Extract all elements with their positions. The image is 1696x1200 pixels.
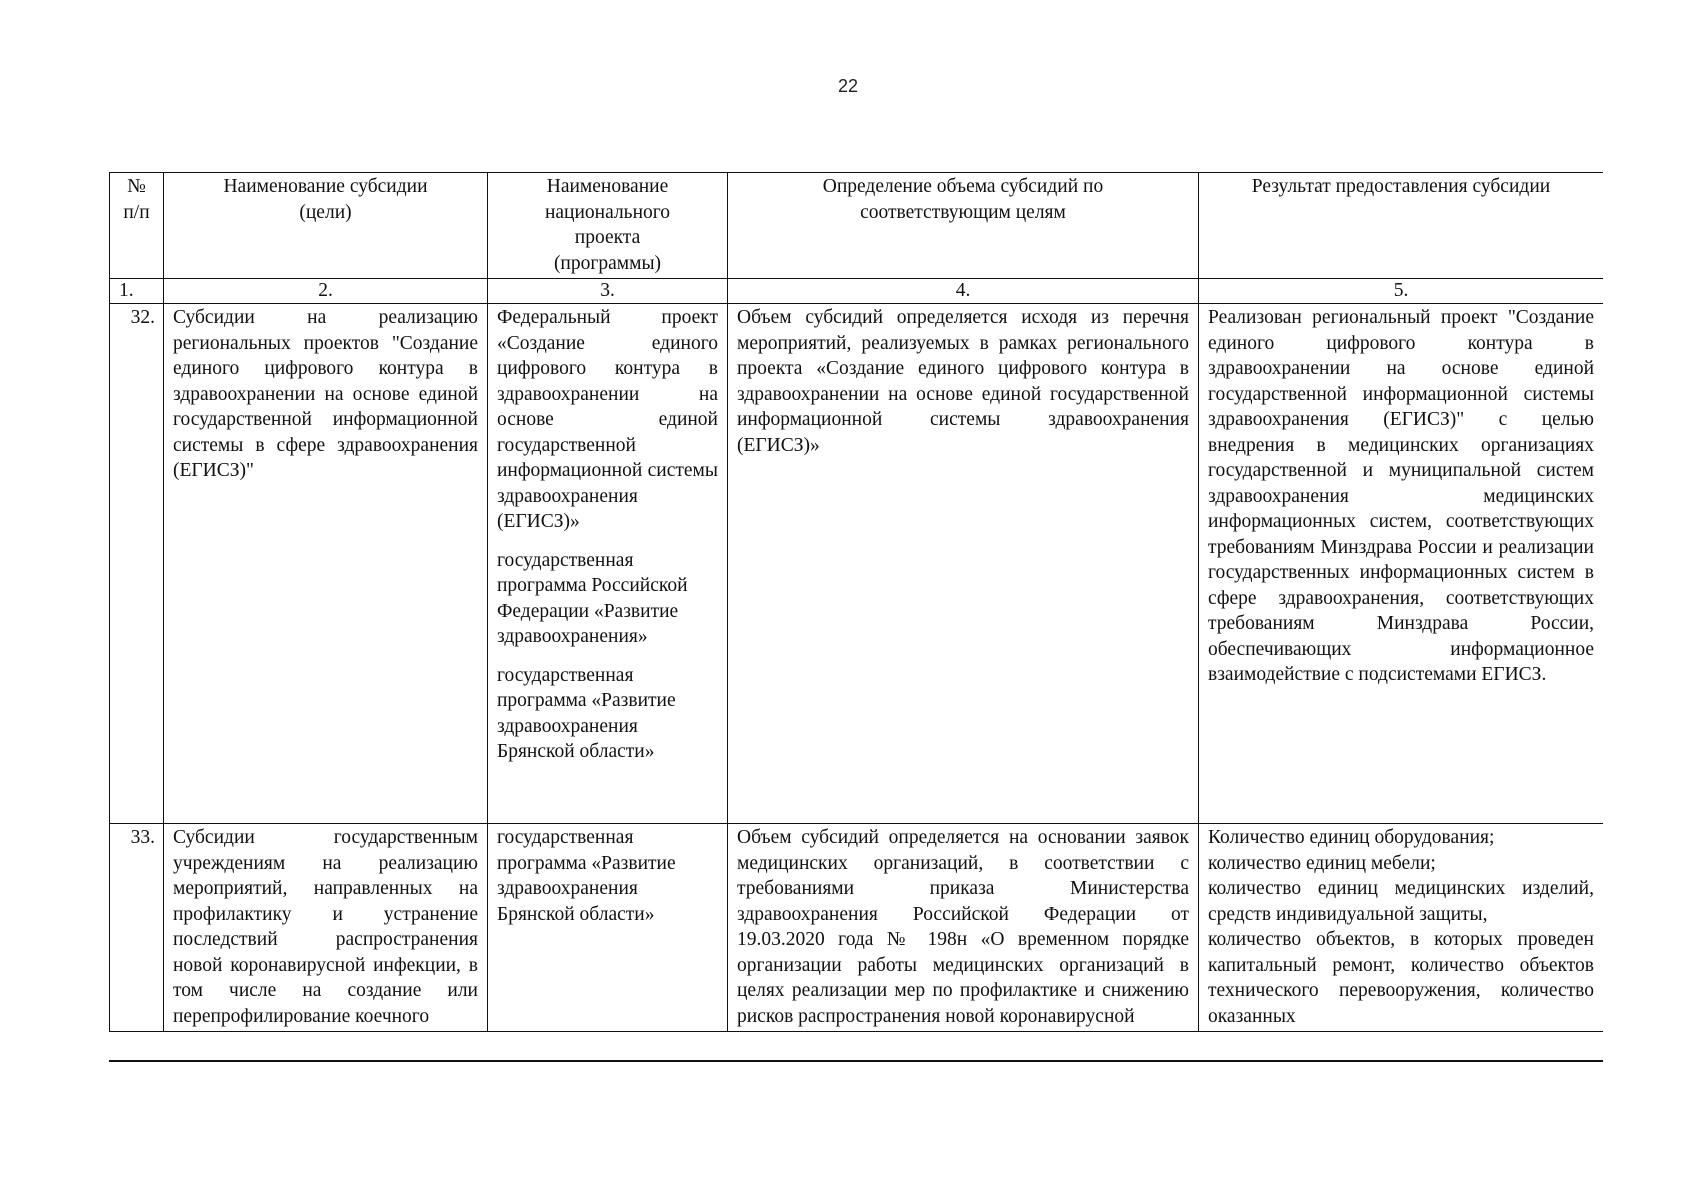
result-cell: Реализован региональный проект "Создание единого цифрового контура в здравоохранении на основе единой государственной информационной системы здравоохранения (ЕГИСЗ)" с целью внедрения в медицинских организациях государственной и муниципальной систем здравоохранения медицинских информационных систем, соответствующих требованиям Минздрава России и реализации государственных информационных систем в сфере здравоохранения, соответствующих требованиям Минздрава России, обеспечивающих информационное взаимодействие с подсистемами ЕГИСЗ. (1199, 304, 1604, 824)
row-number: 33. (110, 824, 164, 1032)
subsidy-table-container (109, 172, 1603, 1062)
subsidy-table (109, 172, 1603, 1032)
volume-definition-cell: Объем субсидий определяется исходя из перечня мероприятий, реализуемых в рамках регионального проекта «Создание единого цифрового контура в здравоохранении на основе единой государственной информационной системы здравоохранения (ЕГИСЗ)» (728, 304, 1199, 824)
column-number-5: 5. (1199, 279, 1604, 304)
project-name-paragraph: государственная программа «Развитие здравоохранения Брянской области» (497, 664, 676, 762)
project-name-paragraph: Федеральный проект «Создание единого цифрового контура в здравоохранении на основе единой государственной информационной системы здравоохранения (ЕГИСЗ)» (497, 307, 718, 532)
project-name-paragraph: государственная программа «Развитие здравоохранения Брянской области» (497, 827, 676, 925)
volume-definition-cell: Объем субсидий определяется на основании заявок медицинских организаций, в соответствии с требованиями приказа Министерства здравоохранения Российской Федерации от 19.03.2020 года № 198н «О временном порядке организации работы медицинских организаций в целях реализации мер по профилактике и снижению рисков распространения новой коронавирусной (728, 824, 1199, 1032)
project-name-cell (488, 304, 728, 824)
column-number-2: 2. (164, 279, 488, 304)
column-number-1: 1. (110, 279, 164, 304)
column-number-row (110, 279, 1604, 304)
header-project-name: Наименование национального проекта (программы) (488, 173, 728, 279)
project-name-paragraph: государственная программа Российской Федерации «Развитие здравоохранения» (497, 549, 688, 647)
subsidy-name-cell: Субсидии государственным учреждениям на реализацию мероприятий, направленных на профилактику и устранение последствий распространения новой коронавирусной инфекции, в том числе на создание или перепрофилирование коечного (164, 824, 488, 1032)
table-row (110, 304, 1604, 824)
header-result: Результат предоставления субсидии (1199, 173, 1604, 279)
table-row (110, 824, 1604, 1032)
column-number-4: 4. (728, 279, 1199, 304)
header-subsidy-name: Наименование субсидии (цели) (164, 173, 488, 279)
result-cell: Количество единиц оборудования; количество единиц мебели; количество единиц медицинских изделий, средств индивидуальной защиты, количество объектов, в которых проведен капитальный ремонт, количество объектов технического перевооружения, количество оказанных (1199, 824, 1604, 1032)
page-number: 22 (837, 76, 859, 96)
row-number: 32. (110, 304, 164, 824)
subsidy-name-cell: Субсидии на реализацию региональных проектов "Создание единого цифрового контура в здравоохранении на основе единой государственной информационной системы в сфере здравоохранения (ЕГИСЗ)" (164, 304, 488, 824)
project-name-cell (488, 824, 728, 1032)
table-header-row (110, 173, 1604, 279)
column-number-3: 3. (488, 279, 728, 304)
header-volume-definition: Определение объема субсидий по соответствующим целям (728, 173, 1199, 279)
header-number: № п/п (110, 173, 164, 279)
